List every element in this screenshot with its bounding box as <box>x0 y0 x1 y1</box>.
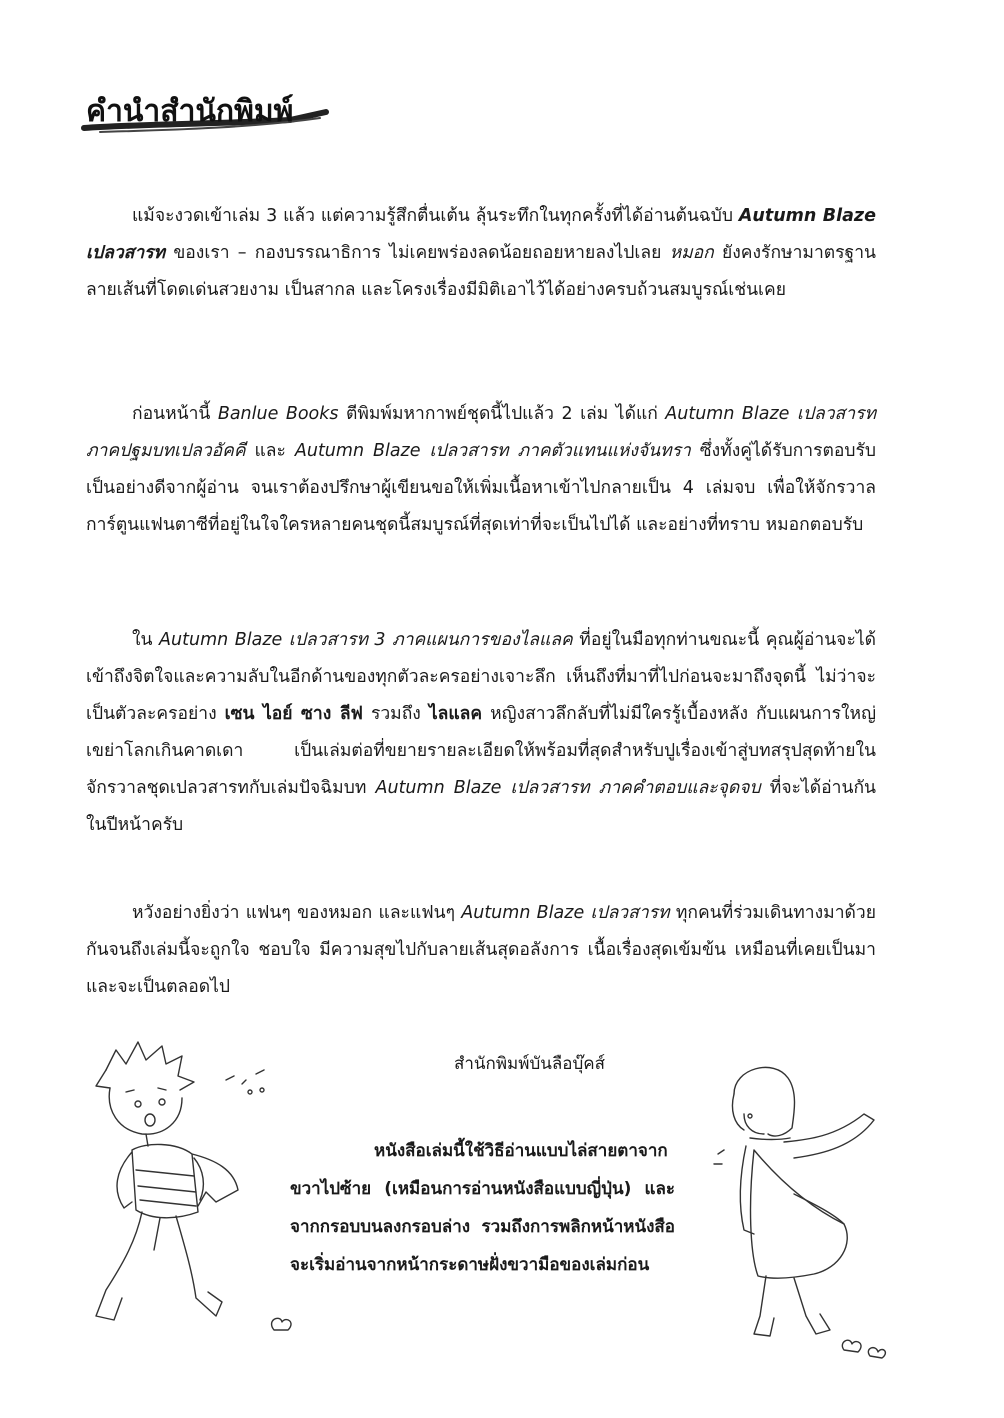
paragraph-1 <box>86 198 876 309</box>
text-run: เซน ไอย์ ซาง ลีฟ <box>224 704 363 724</box>
text-run: ที่จะได้อ่านกันในปีหน้าครับ <box>86 778 877 835</box>
text-run: Autumn Blaze เปลวสารท ภาคตัวแทนแห่งจันทรา <box>294 441 691 461</box>
girl-walking-illustration <box>694 1054 894 1374</box>
paragraph-2 <box>86 396 876 544</box>
boy-running-illustration <box>66 1030 296 1350</box>
text-run: และ <box>245 441 295 461</box>
text-run: ไลแลค <box>428 704 483 724</box>
text-run: ก่อนหน้านี้ <box>132 404 218 424</box>
reading-direction-note <box>290 1132 675 1284</box>
paragraph-4 <box>86 895 876 1006</box>
paragraph-3 <box>86 622 876 844</box>
text-run: ทุกคนที่ร่วมเดินทางมาด้วยกันจนถึงเล่มนี้จะถูกใจ ชอบใจ มีความสุขไปกับลายเส้นสุดอลังการ เนื้อเรื่องสุดเข้มข้น เหมือนที่เคยเป็นมาและจะเป็นตลอดไป <box>86 903 876 997</box>
text-run: Autumn Blaze เปลวสารท <box>461 903 670 923</box>
reading-note-text: หนังสือเล่มนี้ใช้วิธีอ่านแบบไล่สายตาจากขวาไปซ้าย (เหมือนการอ่านหนังสือแบบญี่ปุ่น) และจากกรอบบนลงกรอบล่าง รวมถึงการพลิกหน้าหนังสือ จะเริ่มอ่านจากหน้ากระดาษฝั่งขวามือของเล่มก่อน <box>290 1141 675 1275</box>
text-run: หวังอย่างยิ่งว่า แฟนๆ ของหมอก และแฟนๆ <box>132 903 462 923</box>
publisher-signature: สำนักพิมพ์บันลือบุ๊คส์ <box>454 1054 606 1074</box>
text-run: Banlue Books <box>217 404 339 424</box>
text-run: Autumn Blaze เปลวสารท 3 ภาคแผนการของไลแลค <box>159 630 573 650</box>
text-run: ที่อยู่ในมือทุกท่านขณะนี้ คุณผู้อ่านจะได้เข้าถึงจิตใจและความลับในอีกด้านของทุกตัวละครอย่างเจาะลึก เห็นถึงที่มาที่ไปก่อนจะมาถึงจุดนี้ ไม่ว่าจะเป็นตัวละครอย่าง <box>86 630 877 724</box>
text-run: ของเรา – กองบรรณาธิการ ไม่เคยพร่องลดน้อยถอยหายลงไปเลย <box>165 243 670 263</box>
text-run: แม้จะงวดเข้าเล่ม 3 แล้ว แต่ความรู้สึกตื่นเต้น ลุ้นระทึกในทุกครั้งที่ได้อ่านต้นฉบับ <box>132 206 739 226</box>
page-title: คำนำสำนักพิมพ์ <box>86 94 294 129</box>
text-run: ตีพิมพ์มหากาพย์ชุดนี้ไปแล้ว 2 เล่ม ได้แก่ <box>338 404 666 424</box>
text-run: รวมถึง <box>362 704 429 724</box>
text-run: หญิงสาวลึกลับที่ไม่มีใครรู้เบื้องหลัง กับแผนการใหญ่เขย่าโลกเกินคาดเดา เป็นเล่มต่อที่ขยายรายละเอียดให้พร้อมที่สุดสำหรับปูเรื่องเข้าสู่บทสรุปสุดท้ายในจักรวาลชุดเปลวสารทกับเล่มปัจฉิมบท <box>86 704 877 798</box>
text-run: ยังคงรักษามาตรฐานลายเส้นที่โดดเด่นสวยงาม เป็นสากล และโครงเรื่องมีมิติเอาไว้ได้อย่างครบถ้วนสมบูรณ์เช่นเคย <box>86 243 876 300</box>
text-run: Autumn Blaze เปลวสารท ภาคคำตอบและจุดจบ <box>375 778 761 798</box>
text-run: ใน <box>132 630 160 650</box>
text-run: ซึ่งทั้งคู่ได้รับการตอบรับเป็นอย่างดีจากผู้อ่าน จนเราต้องปรึกษาผู้เขียนขอให้เพิ่มเนื้อหาเข้าไปกลายเป็น 4 เล่มจบ เพื่อให้จักรวาลการ์ตูนแฟนตาซีที่อยู่ในใจใครหลายคนชุดนี้สมบูรณ์ที่สุดเท่าที่จะเป็นไปได้ และอย่างที่ทราบ หมอกตอบรับ <box>86 441 876 535</box>
text-run: Autumn Blaze เปลวสารท ภาคปฐมบทเปลวอัคคี <box>86 404 876 461</box>
text-run: หมอก <box>669 243 714 263</box>
text-run: Autumn Blaze เปลวสารท <box>86 206 876 263</box>
